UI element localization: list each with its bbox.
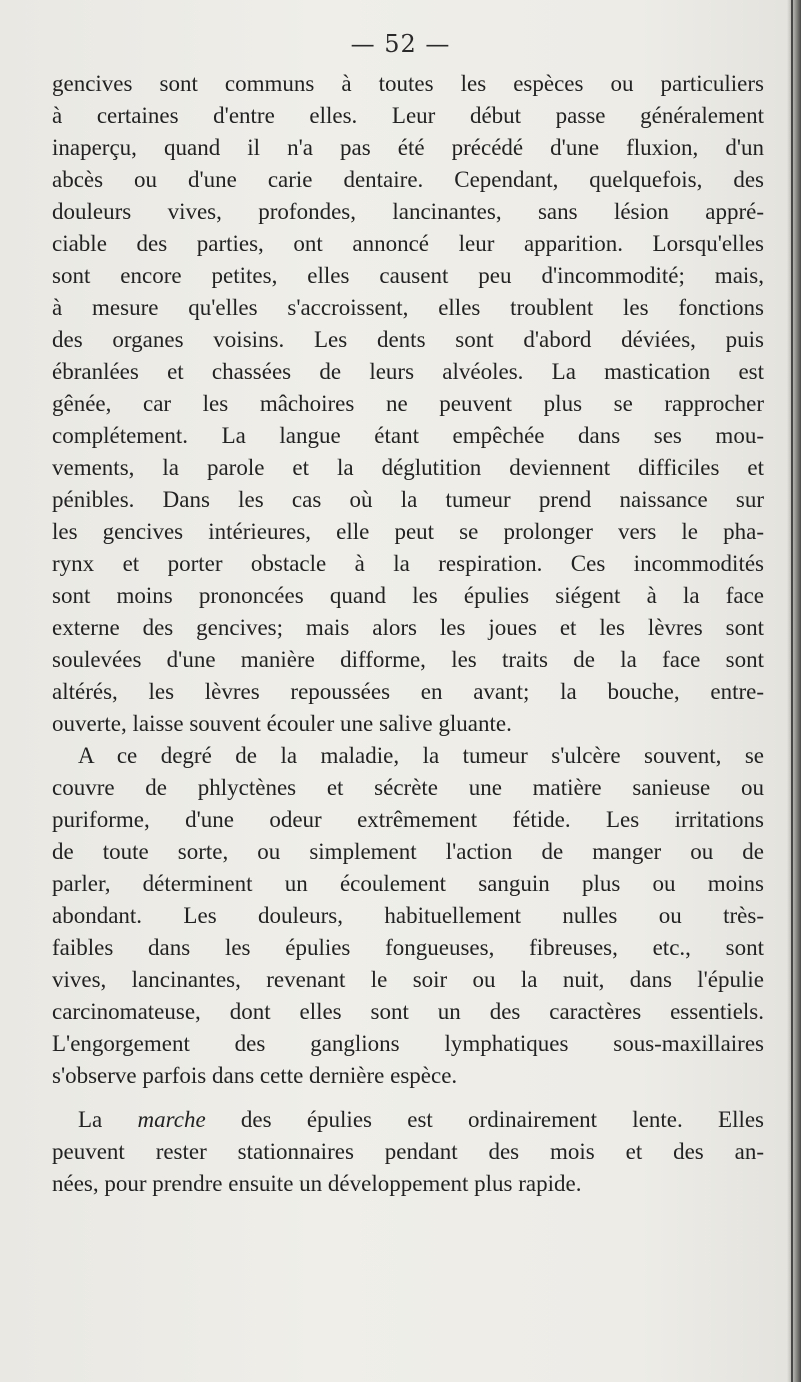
text-line: inaperçu, quand il n'a pas été précédé d'une fluxion, d'un <box>52 135 764 160</box>
text-line: vives, lancinantes, revenant le soir ou la nuit, dans l'épulie <box>52 967 764 992</box>
text-line <box>52 1104 764 1136</box>
text-line: ouverte, laisse souvent écouler une salive gluante. <box>52 711 512 736</box>
text-line: carcinomateuse, dont elles sont un des caractères essentiels. <box>52 999 764 1024</box>
text-line: les gencives intérieures, elle peut se prolonger vers le pha- <box>52 519 764 544</box>
page-edge-shadow <box>787 0 801 1382</box>
page-binding-edge <box>791 0 793 1382</box>
paragraph-3 <box>52 1104 764 1200</box>
emphasis-term: marche <box>137 1107 206 1132</box>
text-line: ébranlées et chassées de leurs alvéoles. La mastication est <box>52 359 764 384</box>
text-line: gênée, car les mâchoires ne peuvent plus se rapprocher <box>52 391 764 416</box>
text-line: ciable des parties, ont annoncé leur apparition. Lorsqu'elles <box>52 231 764 256</box>
text-line: A ce degré de la maladie, la tumeur s'ulcère souvent, se <box>78 743 764 768</box>
text-line: sont moins prononcées quand les épulies siégent à la face <box>52 583 764 608</box>
text-line: s'observe parfois dans cette dernière espèce. <box>52 1063 458 1088</box>
text-line: à certaines d'entre elles. Leur début passe généralement <box>52 103 764 128</box>
text-line: rynx et porter obstacle à la respiration. Ces incommodités <box>52 551 764 576</box>
text-line: abcès ou d'une carie dentaire. Cependant, quelquefois, des <box>52 167 764 192</box>
paragraph-1 <box>52 68 764 740</box>
text-line: abondant. Les douleurs, habituellement nulles ou très- <box>52 903 764 928</box>
text-line: sont encore petites, elles causent peu d'incommodité; mais, <box>52 263 764 288</box>
text-line: nées, pour prendre ensuite un développement plus rapide. <box>52 1171 582 1196</box>
text-line: soulevées d'une manière difforme, les traits de la face sont <box>52 647 764 672</box>
paragraph-2 <box>52 740 764 1092</box>
body-text <box>52 68 764 1200</box>
text-line: de toute sorte, ou simplement l'action de manger ou de <box>52 839 764 864</box>
text-line: gencives sont communs à toutes les espèces ou particuliers <box>52 71 764 96</box>
text-line: parler, déterminent un écoulement sanguin plus ou moins <box>52 871 764 896</box>
text-line: faibles dans les épulies fongueuses, fibreuses, etc., sont <box>52 935 764 960</box>
text-line: puriforme, d'une odeur extrêmement fétide. Les irritations <box>52 807 764 832</box>
text-line: L'engorgement des ganglions lymphatiques sous-maxillaires <box>52 1031 764 1056</box>
page-number: — 52 — <box>350 30 451 58</box>
text-line: à mesure qu'elles s'accroissent, elles troublent les fonctions <box>52 295 764 320</box>
text-line: externe des gencives; mais alors les joues et les lèvres sont <box>52 615 764 640</box>
text-run: La <box>78 1107 138 1132</box>
text-line: pénibles. Dans les cas où la tumeur prend naissance sur <box>52 487 764 512</box>
text-line: peuvent rester stationnaires pendant des mois et des an- <box>52 1139 764 1164</box>
text-line: altérés, les lèvres repoussées en avant; la bouche, entre- <box>52 679 764 704</box>
text-line: des organes voisins. Les dents sont d'abord déviées, puis <box>52 327 764 352</box>
text-line: complétement. La langue étant empêchée dans ses mou- <box>52 423 764 448</box>
text-run: des épulies est ordinairement lente. Elles <box>205 1107 765 1132</box>
text-line: douleurs vives, profondes, lancinantes, sans lésion appré- <box>52 199 764 224</box>
text-line: couvre de phlyctènes et sécrète une matière sanieuse ou <box>52 775 764 800</box>
text-line: vements, la parole et la déglutition deviennent difficiles et <box>52 455 764 480</box>
paragraph-spacer <box>52 1092 764 1104</box>
